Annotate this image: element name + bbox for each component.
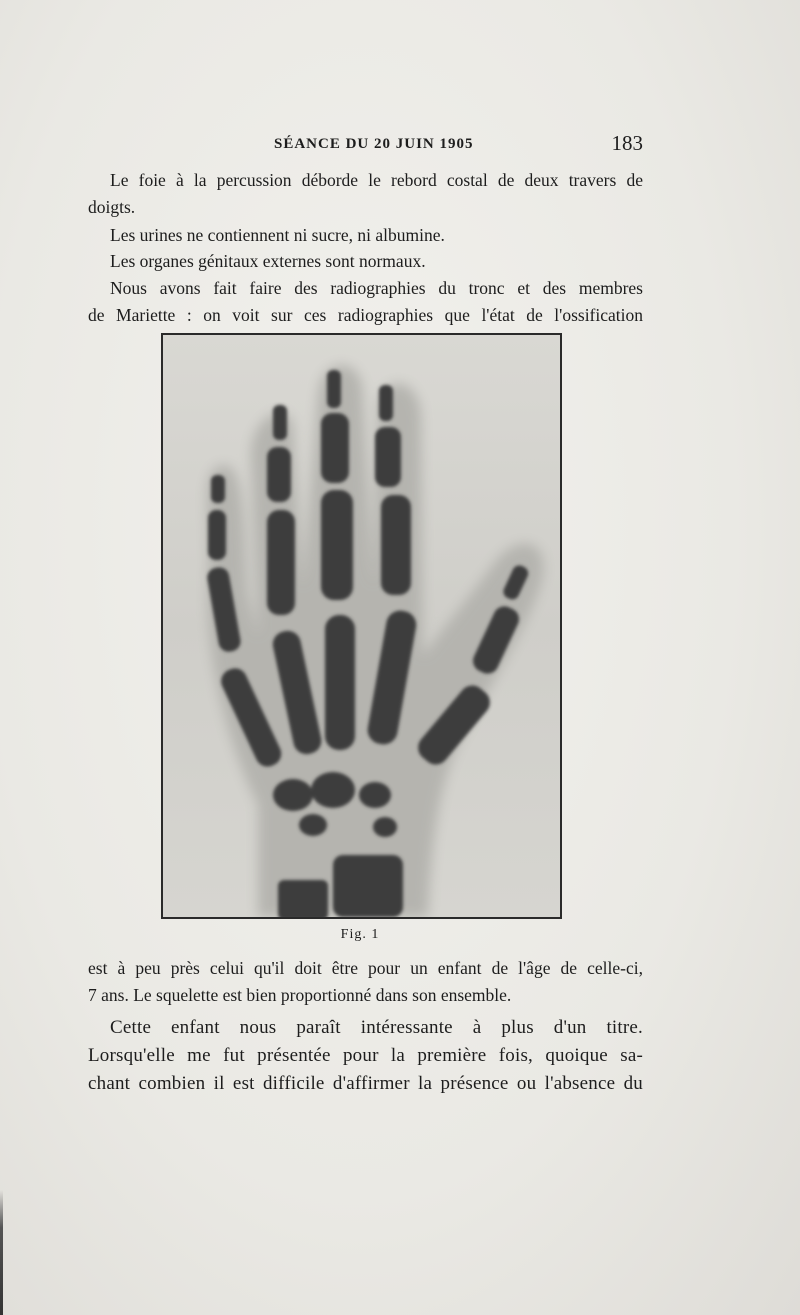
hand-xray-icon	[163, 335, 560, 917]
paragraph-ossification	[88, 955, 643, 1009]
figure-caption: Fig. 1	[340, 927, 380, 942]
paragraph-radiographs	[88, 275, 643, 329]
paragraph-liver	[88, 167, 643, 221]
text-line: Cette enfant nous paraît intéressante à plus d'un titre.	[110, 1017, 643, 1038]
paragraph-genitals	[88, 248, 643, 275]
page-edge-shadow	[0, 1190, 3, 1315]
running-head: SÉANCE DU 20 JUIN 1905	[274, 136, 474, 152]
text-line: Nous avons fait faire des radiographies du tronc et des membres	[110, 278, 643, 298]
paragraph-interest	[88, 1014, 643, 1098]
page-header	[88, 128, 643, 162]
text-line: doigts.	[88, 197, 136, 217]
text-line: Lorsqu'elle me fut présentée pour la première fois, quoique sa-	[88, 1045, 643, 1066]
text-line: chant combien il est difficile d'affirmer la présence ou l'absence du	[88, 1073, 643, 1094]
text-line: est à peu près celui qu'il doit être pour un enfant de l'âge de celle-ci,	[88, 958, 643, 978]
text-line: Les organes génitaux externes sont normaux.	[110, 251, 426, 271]
paragraph-urine	[88, 222, 643, 249]
text-line: de Mariette : on voit sur ces radiographies que l'état de l'ossification	[88, 305, 643, 325]
text-line: 7 ans. Le squelette est bien proportionné dans son ensemble.	[88, 985, 512, 1005]
text-line: Le foie à la percussion déborde le rebord costal de deux travers de	[110, 170, 643, 190]
text-line: Les urines ne contiennent ni sucre, ni albumine.	[110, 225, 445, 245]
hand-xray-figure	[161, 333, 562, 919]
page-number: 183	[611, 131, 643, 155]
